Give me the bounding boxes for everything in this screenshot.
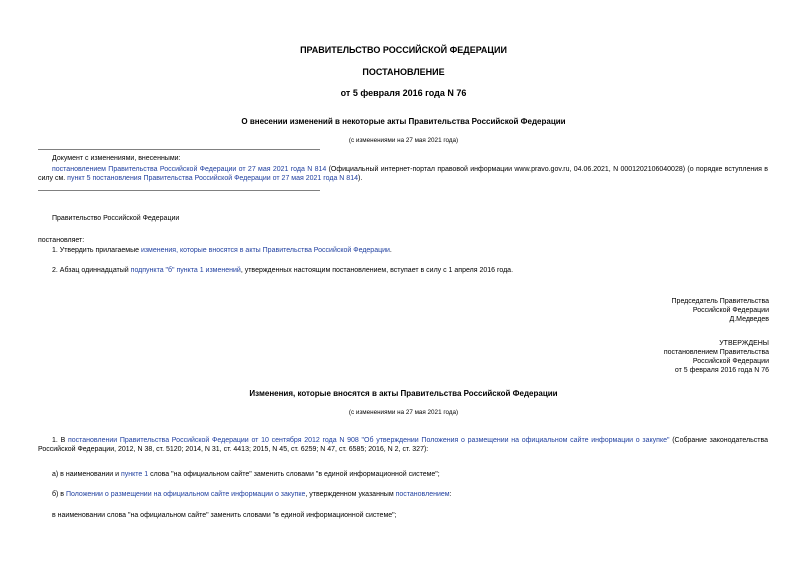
document-type-heading: ПОСТАНОВЛЕНИЕ [362, 67, 445, 77]
item-1: 1. В постановлении Правительства Российской Федерации от 10 сентября 2012 года N 908 "Об утверждении Положения о размещении на официальном сайте информации о закупке" (Собрание законодательства Российской Федерации, 2012, N 38, ст. 5120; 2014, N 31, ст. 4413; 2015, N 45, ст. 6259; N 47, ст. 6585; 2016, N 2, ст. 327): [38, 437, 768, 454]
approval-line-3: Российской Федерации [692, 358, 769, 366]
changes-box-text: постановлением Правительства Российской Федерации от 27 мая 2021 года N 814 (Официальный интернет-портал правовой информации www.pravo.gov.ru, 04.06.2021, N 0001202106040028) (о порядке вступления в силу см. пункт 5 постановления Правительства Российской Федерации от 27 мая 2021 года N 814). [38, 166, 768, 183]
decree-link[interactable]: постановлением [395, 491, 450, 498]
approval-heading: УТВЕРЖДЕНЫ [719, 340, 769, 347]
approval-block [664, 339, 769, 375]
item-b-1: в наименовании слова "на официальном сайте" заменить словами "в единой информационной системе"; [52, 512, 397, 519]
changes-box-intro: Документ с изменениями, внесенными: [52, 155, 181, 162]
regulation-link[interactable]: Положении о размещении на официальном сайте информации о закупке [65, 491, 306, 498]
paragraph-2: 2. Абзац одиннадцатый подпункта "б" пункта 1 изменений, утвержденных настоящим постановлением, вступает в силу с 1 апреля 2016 года. [52, 267, 514, 274]
approval-line-2: постановлением Правительства [663, 349, 769, 357]
item-b: б) в Положении о размещении на официальном сайте информации о закупке, утвержденном указанным постановлением: [52, 491, 452, 498]
amending-decree-link[interactable]: постановлением Правительства Российской Федерации от 27 мая 2021 года N 814 [52, 166, 327, 173]
item-a: а) в наименовании и пункте 1 слова "на официальном сайте" заменить словами "в единой информационной системе"; [52, 471, 440, 478]
government-line: Правительство Российской Федерации [52, 215, 180, 222]
changes-box-top-rule [38, 149, 320, 150]
signature-block [672, 297, 769, 324]
decides-line: постановляет: [38, 237, 85, 244]
approval-line-4: от 5 февраля 2016 года N 76 [674, 367, 769, 375]
document-date-number: от 5 февраля 2016 года N 76 [340, 88, 467, 98]
government-heading: ПРАВИТЕЛЬСТВО РОССИЙСКОЙ ФЕДЕРАЦИИ [300, 45, 507, 55]
amendment-note: (с изменениями на 27 мая 2021 года) [348, 137, 459, 144]
decree-908-link[interactable]: постановлении Правительства Российской Федерации от 10 сентября 2012 года N 908 "Об утверждении Положения о размещении на официальном сайте информации о закупке" [67, 437, 670, 444]
point-1-link[interactable]: пункте 1 [121, 471, 149, 478]
paragraph-1: 1. Утвердить прилагаемые изменения, которые вносятся в акты Правительства Российской Федерации. [52, 247, 392, 254]
signature-name: Д.Медведев [729, 316, 769, 324]
entry-into-force-link[interactable]: пункт 5 постановления Правительства Российской Федерации от 27 мая 2021 года N 814 [67, 175, 358, 183]
changes-title: Изменения, которые вносятся в акты Правительства Российской Федерации [249, 389, 558, 398]
subparagraph-link[interactable]: подпункта "б" пункта 1 изменений [130, 267, 241, 274]
amendment-note-2: (с изменениями на 27 мая 2021 года) [348, 409, 459, 416]
document-title: О внесении изменений в некоторые акты Правительства Российской Федерации [241, 117, 566, 126]
signature-position: Председатель Правительства [671, 298, 769, 305]
signature-country: Российской Федерации [692, 307, 769, 315]
changes-link[interactable]: изменения, которые вносятся в акты Правительства Российской Федерации [140, 247, 390, 254]
changes-box-bottom-rule [38, 190, 320, 191]
